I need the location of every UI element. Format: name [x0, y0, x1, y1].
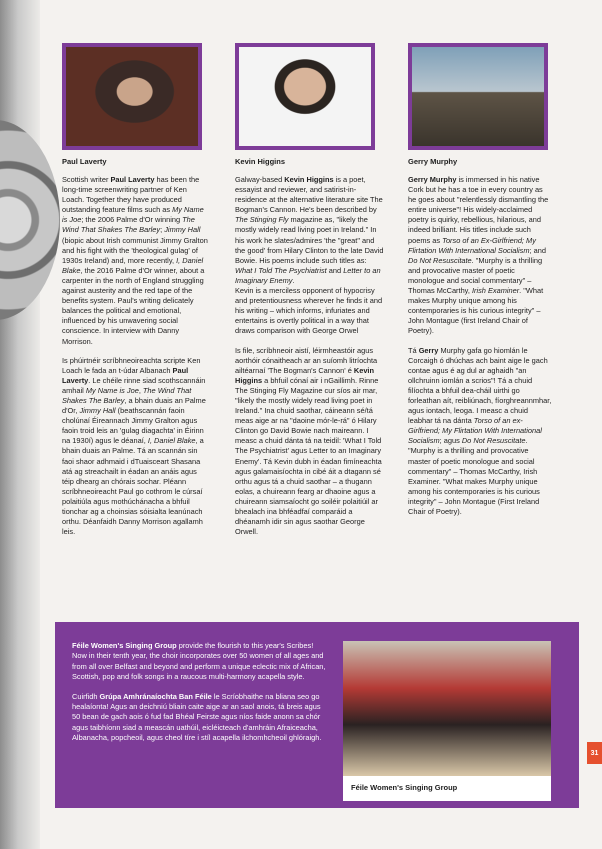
- profile-bio-irish-1: Is phúirtnéir scríbhneoireachta scripte Ken Loach le fada an t-údar Albanach Paul Laverty. Le chéile rinne siad scothscannáin amhail My Name is Joe, The Wind That Shakes The Barley, a bhain duais an Palme d'Or, Jimmy Hall (beathscannán faoin cholúnaí Éireannach Jimmy Gralton agus faoin troid leis an 'gulag diagachta' in Éirinn na 1930í) agus le déanaí, I, Daniel Blake, a bhain duais an Palme. Tá an scannán sin faoi shaor adhmaid i dTuaisceart Shasana atá ag streachailt in éadan an anáis agus téip dhearg an chórais sochar. Pléann scríbhneoireacht Paul go cothrom le cúrsaí polaitiúla agus mothúchánacha a bhfuil tionchar ag a choinsias sóisialta leanúnach orthu. Déanfaidh Danny Morrison agallamh leis.: [62, 355, 206, 537]
- profile-bio-irish-2: Is file, scríbhneoir aistí, léirmheastóir agus aorthóir cónaitheach ar an suíomh litríochta ailtéarnaí 'The Bogman's Cannon' é Kevin Higgins a bhfuil cónaí air i nGaillimh. Rinne The Stinging Fly Magazine cur síos air mar, "likely the mostly widely read living poet in Ireland." Ina chuid saothar, cáineann sé/tá meas aige ar na "daoine mór-le-rá" ó Hilary Clinton go David Bowie nach maireann. I measc a chuid dánta tá na teidil: 'What I Told The Psychiatrist' agus Letter to an Imaginary Enemy'. Tá Kevin dubh in éadan fimíneachta agus galamaisíochta in cibé áit a dtagann sé orthu agus tá a chuid saothar – a thugann eolas, a chuireann fearg ar dhaoine agus a chuireann siamsaíocht go soiléir polaitiúil ar bhealach ina bhféadfaí comparáid a dhéanamh idir sin agus saothar George Orwell.: [235, 345, 382, 537]
- choir-photo: [343, 641, 551, 776]
- profile-name-3: Gerry Murphy: [408, 157, 458, 166]
- gerry-murphy-photo: [408, 43, 548, 150]
- choir-caption: Féile Women's Singing Group: [351, 783, 458, 792]
- profile-column-2: [235, 175, 385, 546]
- film-reel-graphic: [0, 120, 62, 320]
- profile-name-1: Paul Laverty: [62, 157, 107, 166]
- feature-english: Féile Women's Singing Group provide the flourish to this year's Scribes! Now in their tenth year, the choir incorporates over 50 women of all ages and from all over Belfast and beyond and perform a unique eclectic mix of African, Scottish, pop and folk songs in a raucous multi-harmony acapella style.: [72, 641, 326, 682]
- profile-column-3: [408, 175, 553, 526]
- kevin-higgins-photo: [235, 43, 375, 150]
- feature-text: [72, 641, 330, 753]
- paul-laverty-photo: [62, 43, 202, 150]
- profile-bio-english-1: Scottish writer Paul Laverty has been the long-time screenwriting partner of Ken Loach. Together they have produced outstanding feature films such as My Name is Joe; the 2006 Palme d'Or winning The Wind That Shakes The Barley; Jimmy Hall (biopic about Irish communist Jimmy Gralton and his fight with the 'theological gulag' of 1930s Ireland) and, more recently, I, Daniel Blake, the 2016 Palme d'Or winner, about a carpenter in the north of England struggling against austerity and the red tape of the benefits system. Paul's writing delicately balances the political and emotional, influenced by his unwavering social conscience. In interview with Danny Morrison.: [62, 175, 208, 346]
- page-number: 31: [587, 742, 602, 764]
- profile-name-2: Kevin Higgins: [235, 157, 286, 166]
- feature-irish: Cuirfidh Grúpa Amhránaíochta Ban Féile le Scríobhaithe na bliana seo go healaíonta! Agus an deichniú bliain caite aige ar an saol anois, tá breis agus 50 bean de gach aois ó fud fad Bhéal Feirste agus níos faide anonn sa chór agus taibhíonn siad a meascán uathúil, eicléicteach d'amhráin Afraiceacha, Albanacha, popcheoil, agus cheol tíre i stíl acapella ilchomhcheoil ghlóraigh.: [72, 691, 322, 743]
- profile-bio-english-2: Galway-based Kevin Higgins is a poet, essayist and reviewer, and satirist-in-residence at the alternative literature site The Bogman's Cannon. He's been described by The Stinging Fly magazine as, "likely the mostly widely read living poet in Ireland." In his work he slates/admires 'the "great" and the good' from Hilary Clinton to the late David Bowie. His poems include such titles as: What I Told The Psychiatrist and Letter to an Imaginary Enemy. Kevin is a merciless opponent of hypocrisy and pretentiousness wherever he finds it and his writing – which informs, infuriates and entertains is overtly political in a way that draws comparison with George Orwel: [235, 175, 384, 336]
- profile-bio-english-3: Gerry Murphy is immersed in his native Cork but he has a toe in every country as he goes about "relentlessly dismantling the entire universe"! His widely-acclaimed poetry is quirky, rebellious, hilarious, and indeed brilliant. His titles include such poems as Torso of an Ex-Girlfriend; My Flirtation With International Socialism; and Do Not Resuscitate. "Murphy is a thrilling and provocative master of poetic monologue and social commentary" – Thomas McCarthy, Irish Examiner. "What makes Murphy unique among his contemporaries is his curious integrity" – John Montague (first Ireland Chair of Poetry).: [408, 175, 549, 336]
- profile-column-1: [62, 175, 210, 546]
- profile-bio-irish-3: Tá Gerry Murphy gafa go hiomlán le Corcaigh ó dhúchas ach baint aige le gach contae agus é ag dul ar aghaidh "an ollchruinn iomlán a scrios"! Tá a chuid filíochta a bhfuil dea-cháil uirthi go forleathan aít, reibliúnach, fíorghreannmhar, agus iontach, leoga. I measc a chuid leabhar tá na dánta Torso of an ex-Girlfriend; My Flirtation With International Socialism; agus Do Not Resuscitate. "Murphy is a thrilling and provocative master of poetic monologue and social commentary" – Thomas McCarthy, Irish Examiner. "What makes Murphy unique among his contemporaries is his curious integrity" – John Montague (First Ireland Chair of Poetry).: [408, 345, 552, 516]
